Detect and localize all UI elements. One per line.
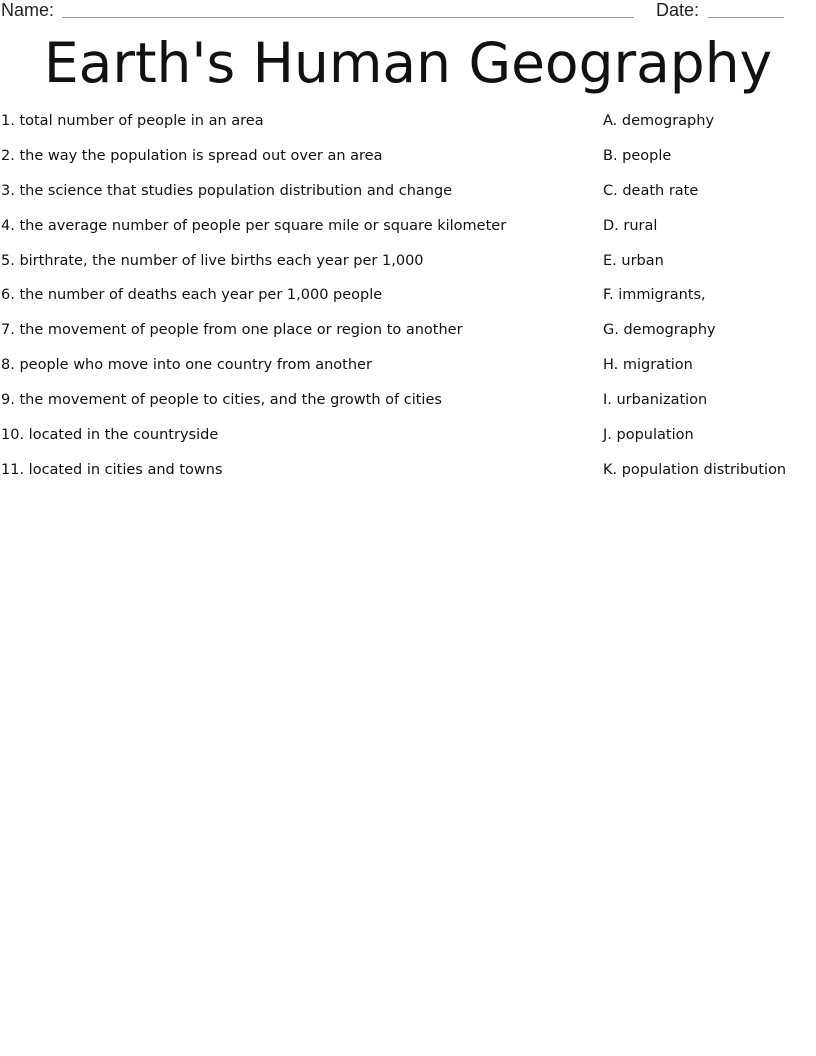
- clue-text: 4. the average number of people per square mile or square kilometer: [1, 217, 507, 234]
- matching-row: [0, 249, 816, 284]
- matching-row: [0, 353, 816, 388]
- answer-option: D. rural: [603, 217, 658, 234]
- matching-row: [0, 423, 816, 458]
- name-label: Name:: [1, 0, 55, 20]
- matching-row: [0, 458, 816, 493]
- answer-option: B. people: [603, 147, 672, 164]
- clue-text: 6. the number of deaths each year per 1,000 people: [1, 287, 383, 304]
- matching-row: [0, 318, 816, 353]
- date-label: Date:: [656, 0, 700, 20]
- matching-row: [0, 283, 816, 318]
- clue-text: 5. birthrate, the number of live births each year per 1,000: [1, 252, 424, 269]
- matching-row: [0, 109, 816, 144]
- worksheet-header: [0, 0, 816, 24]
- name-field-line[interactable]: [62, 17, 634, 18]
- matching-row: [0, 179, 816, 214]
- clue-text: 11. located in cities and towns: [1, 461, 223, 478]
- matching-list: [0, 109, 816, 493]
- clue-text: 2. the way the population is spread out over an area: [1, 147, 383, 164]
- clue-text: 10. located in the countryside: [1, 427, 219, 444]
- matching-row: [0, 214, 816, 249]
- answer-option: K. population distribution: [603, 461, 787, 478]
- answer-option: H. migration: [603, 357, 693, 374]
- clue-text: 7. the movement of people from one place or region to another: [1, 322, 463, 339]
- clue-text: 1. total number of people in an area: [1, 113, 264, 129]
- answer-option: A. demography: [603, 113, 715, 129]
- answer-option: E. urban: [603, 252, 664, 269]
- date-field-line[interactable]: [708, 17, 784, 18]
- answer-option: I. urbanization: [603, 392, 708, 409]
- clue-text: 3. the science that studies population distribution and change: [1, 182, 453, 199]
- answer-option: J. population: [603, 427, 694, 444]
- answer-option: G. demography: [603, 322, 716, 339]
- clue-text: 9. the movement of people to cities, and the growth of cities: [1, 392, 442, 409]
- page-title: Earth's Human Geography: [43, 31, 773, 95]
- clue-text: 8. people who move into one country from another: [1, 357, 372, 374]
- answer-option: F. immigrants,: [603, 287, 706, 304]
- matching-row: [0, 144, 816, 179]
- matching-row: [0, 388, 816, 423]
- answer-option: C. death rate: [603, 182, 699, 199]
